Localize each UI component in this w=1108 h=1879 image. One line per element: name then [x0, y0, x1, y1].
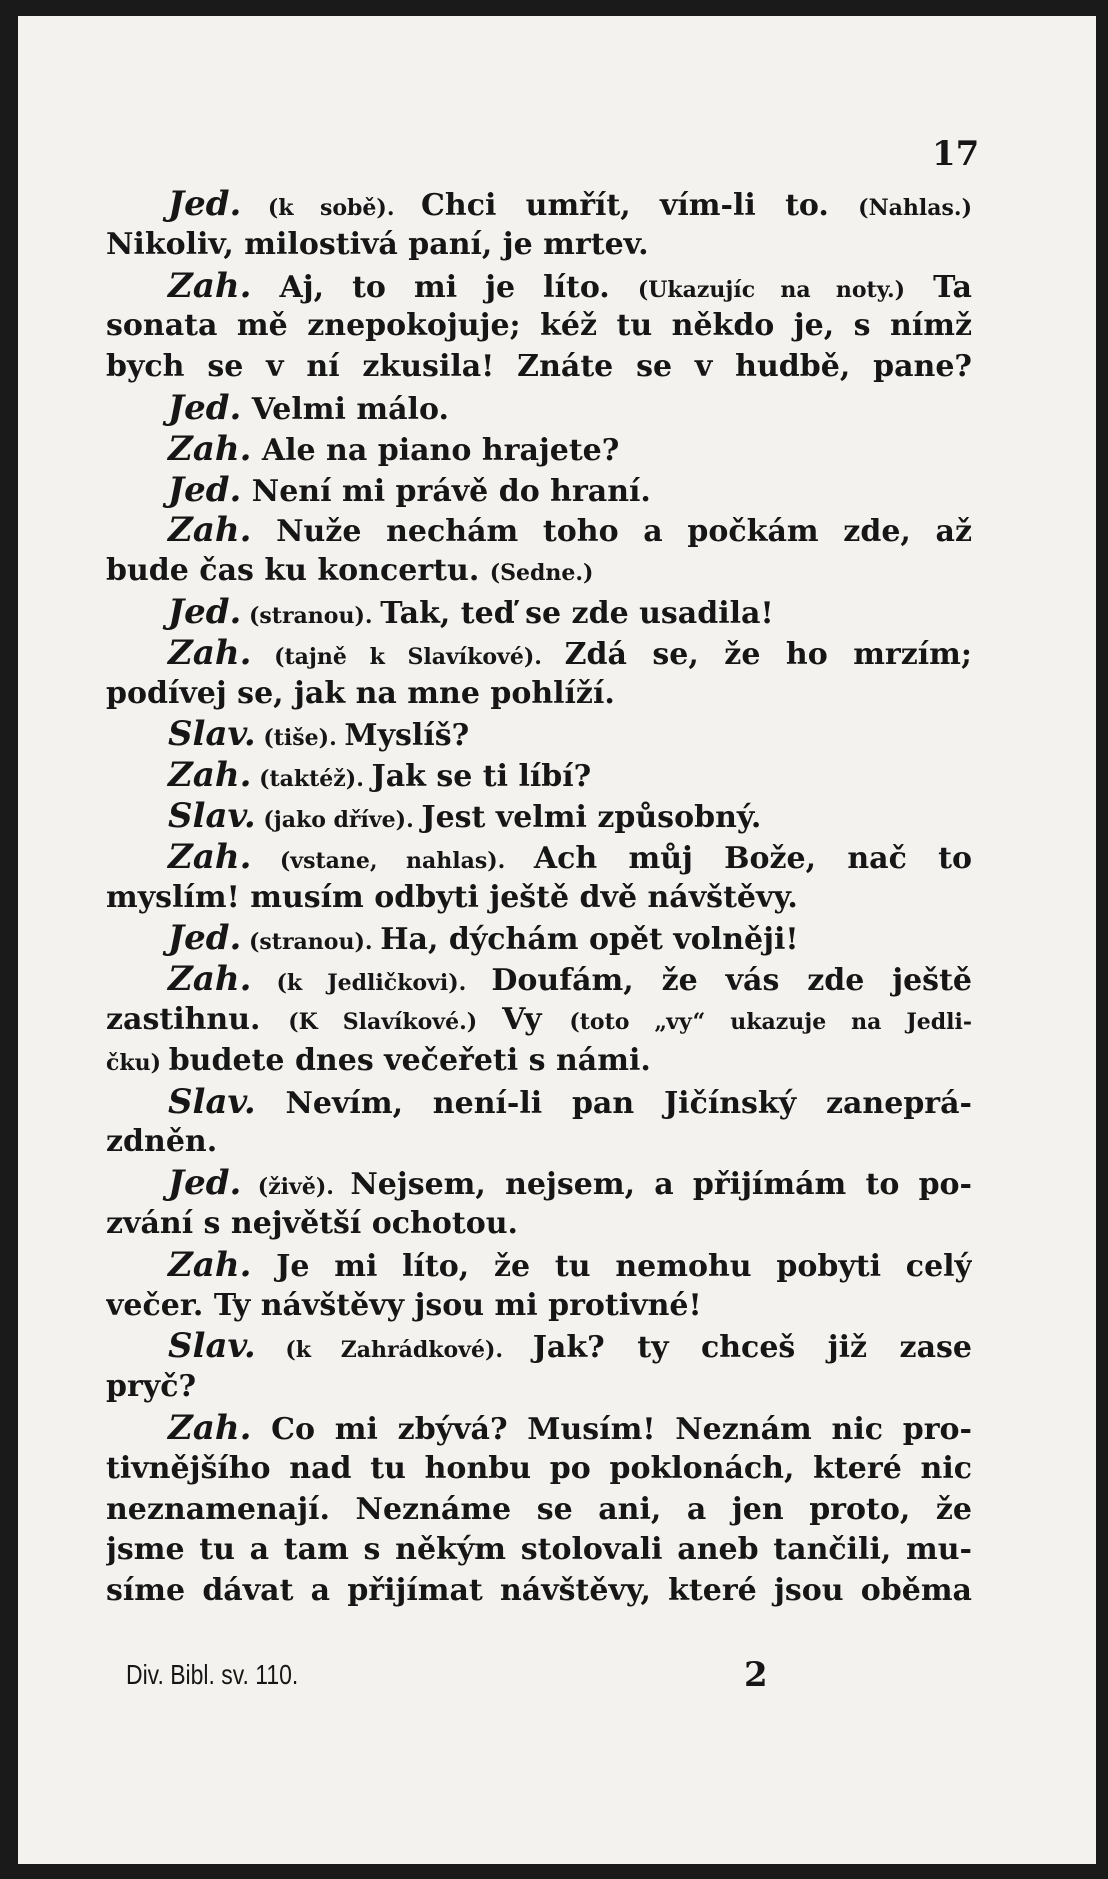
speaker-name: Zah.: [168, 428, 252, 469]
speaker-name: Zah.: [168, 265, 252, 306]
speaker-name: Jed.: [168, 387, 242, 428]
text-line: [106, 796, 972, 837]
speaker-name: Slav.: [168, 795, 256, 836]
stage-direction: (k Zahrádkové).: [255, 1337, 533, 1364]
text-line: [106, 1408, 972, 1449]
book-page: [18, 16, 1096, 1864]
dialogue-text: Ha, dýchám opět volněji!: [380, 922, 799, 958]
speaker-name: Zah.: [168, 755, 252, 796]
stage-direction: (Nahlas.): [858, 195, 972, 221]
dialogue-text: Je mi líto, že tu nemohu pobyti celý: [251, 1248, 972, 1284]
speaker-name: Jed.: [168, 591, 242, 632]
dialogue-text: zdněn.: [106, 1124, 218, 1160]
stage-direction: (stranou).: [241, 602, 381, 629]
dialogue-text: podívej se, jak na mne pohlíží.: [106, 675, 615, 711]
text-line: [106, 959, 972, 1000]
dialogue-text: Jak? ty chceš již zase: [532, 1330, 972, 1366]
stage-direction: (taktéž).: [251, 766, 372, 793]
dialogue-text: Velmi málo.: [241, 391, 449, 427]
text-line: [106, 266, 972, 307]
dialogue-text: zastihnu.: [106, 1001, 289, 1037]
text-line: [106, 184, 972, 225]
dialogue-text: Ach můj Bože, nač to: [533, 840, 972, 876]
text-line: [106, 755, 972, 796]
stage-direction: (jako dříve).: [255, 806, 422, 833]
text-line: [106, 1041, 972, 1082]
dialogue-text: pryč?: [106, 1369, 197, 1405]
footer-signature: Div. Bibl. sv. 110.: [126, 1659, 299, 1690]
dialogue-text: Tak, teď se zde usadila!: [380, 595, 774, 631]
text-line: [106, 1204, 972, 1245]
stage-direction: (tiše).: [255, 725, 345, 752]
text-line: [106, 388, 972, 429]
text-line: [106, 633, 972, 674]
stage-direction: čku): [106, 1049, 169, 1076]
text-line: [106, 510, 972, 551]
text-line: [106, 306, 972, 347]
text-line: [106, 1449, 972, 1490]
text-line: [106, 1571, 972, 1612]
speaker-name: Jed.: [168, 918, 242, 959]
speaker-name: Slav.: [168, 1081, 256, 1122]
stage-direction: (Ukazujíc na noty.): [637, 276, 906, 303]
text-line: [106, 1490, 972, 1531]
stage-direction: (K Slavíkové.): [288, 1008, 503, 1035]
text-line: [106, 1163, 972, 1204]
stage-direction: (Sedne.): [489, 560, 594, 587]
dialogue-text: Nevím, není-li pan Jičínský zaneprá-: [255, 1085, 972, 1121]
dialogue-text: Ta: [905, 269, 972, 305]
dialogue-text: jsme tu a tam s někým stolovali aneb tančili, mu-: [106, 1532, 972, 1568]
page-footer: [126, 1655, 986, 1699]
dialogue-text: bych se v ní zkusila! Znáte se v hudbě, pane?: [106, 349, 972, 385]
stage-direction: (živě).: [241, 1174, 351, 1201]
speaker-name: Zah.: [168, 1244, 252, 1285]
dialogue-text: Zdá se, že ho mrzím;: [564, 636, 972, 672]
dialogue-text: myslím! musím odbyti ještě dvě návštěvy.: [106, 879, 798, 915]
speaker-name: Zah.: [168, 1407, 252, 1448]
text-line: [106, 1530, 972, 1571]
text-line: [106, 918, 972, 959]
text-line: [106, 837, 972, 878]
speaker-name: Zah.: [168, 836, 252, 877]
stage-direction: (stranou).: [241, 929, 381, 956]
page-number: 17: [932, 134, 980, 174]
text-line: [106, 592, 972, 633]
footer-sheet-number: 2: [744, 1655, 768, 1695]
speaker-name: Slav.: [168, 714, 256, 755]
text-line: [106, 878, 972, 919]
text-line: [106, 1286, 972, 1327]
stage-direction: (tajně k Slavíkové).: [251, 643, 565, 670]
dialogue-text: Nikoliv, milostivá paní, je mrtev.: [106, 226, 649, 262]
text-line: [106, 429, 972, 470]
text-line: [106, 1082, 972, 1123]
speaker-name: Jed.: [168, 1163, 242, 1204]
dialogue-text: budete dnes večeřeti s námi.: [168, 1042, 651, 1078]
stage-direction: (vstane, nahlas).: [251, 847, 534, 874]
dialogue-text: Co mi zbývá? Musím! Neznám nic pro-: [251, 1411, 972, 1447]
dialogue-text: Vy: [502, 1001, 570, 1037]
dialogue-text: Ale na piano hrajete?: [251, 432, 620, 468]
dialogue-text: bude čas ku koncertu.: [106, 553, 490, 589]
dialogue-text: sonata mě znepokojuje; kéž tu někdo je, s nímž: [106, 308, 972, 344]
dialogue-text: Chci umřít, vím-li to.: [421, 188, 859, 223]
dialogue-text: Aj, to mi je líto.: [251, 269, 638, 305]
text-line: [106, 225, 972, 266]
text-line: [106, 470, 972, 511]
text-line: [106, 1245, 972, 1286]
speaker-name: Zah.: [168, 632, 252, 673]
dialogue-text: Myslíš?: [344, 718, 470, 754]
dialogue-text: síme dávat a přijímat návštěvy, které jsou oběma: [106, 1573, 972, 1609]
dialogue-text-block: [106, 184, 972, 1612]
speaker-name: Zah.: [168, 510, 252, 551]
text-line: [106, 551, 972, 592]
speaker-name: Slav.: [168, 1326, 256, 1367]
dialogue-text: Není mi právě do hraní.: [241, 473, 651, 509]
text-line: [106, 1326, 972, 1367]
dialogue-text: Doufám, že vás zde ještě: [491, 963, 972, 999]
dialogue-text: zvání s největší ochotou.: [106, 1205, 518, 1241]
dialogue-text: Nuže nechám toho a počkám zde, až: [251, 514, 972, 550]
speaker-name: Jed.: [168, 469, 242, 510]
text-line: [106, 1000, 972, 1041]
text-line: [106, 347, 972, 388]
speaker-name: Jed.: [168, 184, 242, 224]
speaker-name: Zah.: [168, 959, 252, 1000]
stage-direction: (k sobě).: [241, 195, 421, 221]
text-line: [106, 1367, 972, 1408]
dialogue-text: tivnějšího nad tu honbu po poklonách, které nic: [106, 1450, 972, 1486]
dialogue-text: Jak se ti líbí?: [371, 759, 592, 795]
text-line: [106, 674, 972, 715]
text-line: [106, 714, 972, 755]
text-line: [106, 1122, 972, 1163]
dialogue-text: neznamenají. Neznáme se ani, a jen proto, že: [106, 1491, 972, 1527]
stage-direction: (k Jedličkovi).: [251, 970, 492, 997]
dialogue-text: Jest velmi způsobný.: [421, 799, 762, 835]
dialogue-text: večer. Ty návštěvy jsou mi protivné!: [106, 1287, 702, 1323]
dialogue-text: Nejsem, nejsem, a přijímám to po-: [350, 1167, 972, 1203]
stage-direction: (toto „vy“ ukazuje na Jedli-: [569, 1008, 972, 1035]
